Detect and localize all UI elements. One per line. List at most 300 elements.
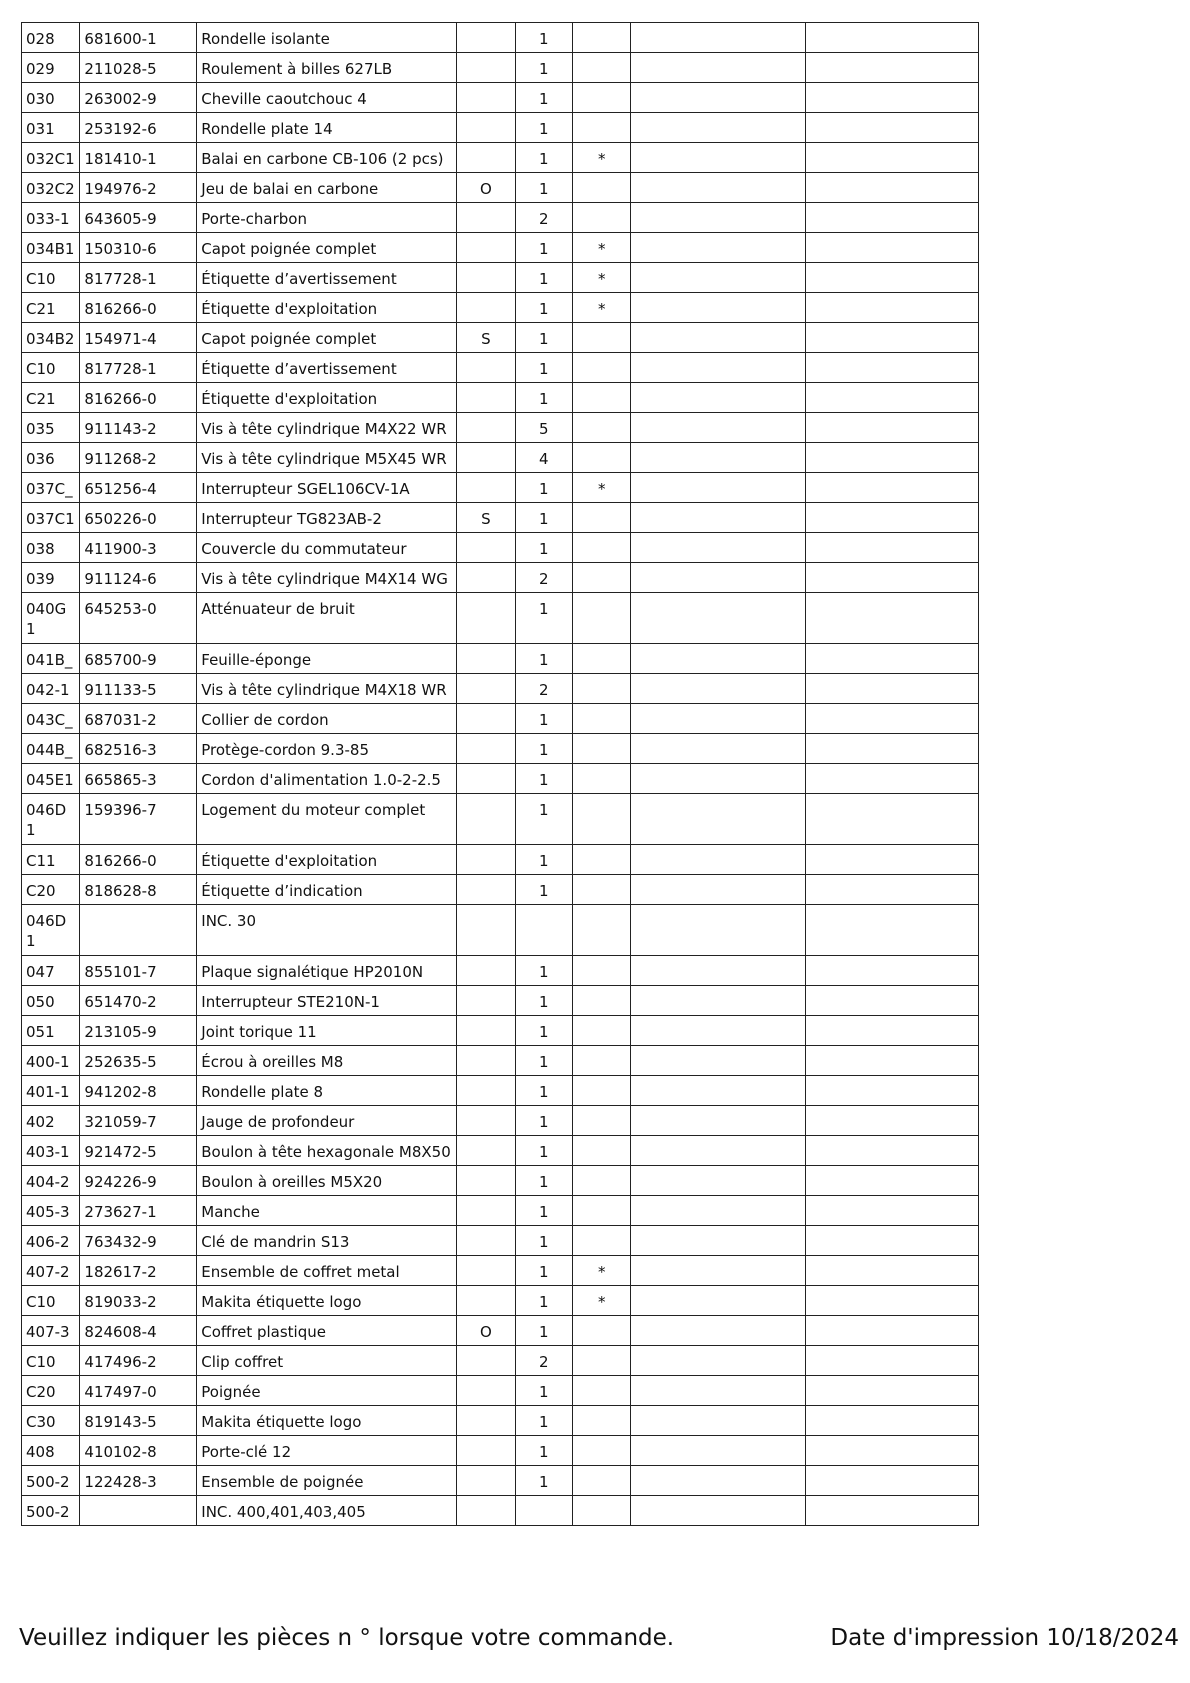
- item-number-cell: 032C2: [22, 173, 80, 203]
- item-number-cell: 029: [22, 53, 80, 83]
- table-row: [22, 1076, 979, 1106]
- part-number-cell: 687031-2: [80, 704, 197, 734]
- quantity-cell: 1: [515, 1046, 572, 1076]
- table-row: [22, 1316, 979, 1346]
- blank-cell: [631, 263, 805, 293]
- flag-cell: [572, 1346, 630, 1376]
- note-cell: [457, 986, 515, 1016]
- description-cell: Porte-charbon: [197, 203, 457, 233]
- description-cell: Cordon d'alimentation 1.0-2-2.5: [197, 764, 457, 794]
- quantity-cell: 1: [515, 1166, 572, 1196]
- blank-cell: [805, 83, 978, 113]
- blank-cell: [631, 1016, 805, 1046]
- part-number-cell: 321059-7: [80, 1106, 197, 1136]
- flag-cell: [572, 1166, 630, 1196]
- item-number-cell: C11: [22, 845, 80, 875]
- table-row: [22, 1046, 979, 1076]
- part-number-cell: 252635-5: [80, 1046, 197, 1076]
- note-cell: [457, 875, 515, 905]
- quantity-cell: 1: [515, 764, 572, 794]
- flag-cell: [572, 443, 630, 473]
- blank-cell: [631, 1166, 805, 1196]
- quantity-cell: [515, 1496, 572, 1526]
- description-cell: Interrupteur TG823AB-2: [197, 503, 457, 533]
- note-cell: [457, 734, 515, 764]
- flag-cell: [572, 1496, 630, 1526]
- blank-cell: [805, 986, 978, 1016]
- flag-cell: [572, 956, 630, 986]
- table-row: [22, 1286, 979, 1316]
- description-cell: Cheville caoutchouc 4: [197, 83, 457, 113]
- item-number-cell: C20: [22, 1376, 80, 1406]
- description-cell: Collier de cordon: [197, 704, 457, 734]
- description-cell: Écrou à oreilles M8: [197, 1046, 457, 1076]
- blank-cell: [805, 1076, 978, 1106]
- note-cell: [457, 203, 515, 233]
- blank-cell: [805, 1136, 978, 1166]
- blank-cell: [805, 503, 978, 533]
- flag-cell: [572, 83, 630, 113]
- item-number-cell: 405-3: [22, 1196, 80, 1226]
- note-cell: [457, 533, 515, 563]
- blank-cell: [805, 1226, 978, 1256]
- note-cell: S: [457, 323, 515, 353]
- quantity-cell: 1: [515, 986, 572, 1016]
- blank-cell: [805, 1256, 978, 1286]
- note-cell: [457, 1256, 515, 1286]
- note-cell: [457, 905, 515, 956]
- part-number-cell: 154971-4: [80, 323, 197, 353]
- blank-cell: [805, 905, 978, 956]
- note-cell: [457, 1496, 515, 1526]
- quantity-cell: 1: [515, 1076, 572, 1106]
- description-cell: Makita étiquette logo: [197, 1286, 457, 1316]
- note-cell: [457, 293, 515, 323]
- blank-cell: [631, 1106, 805, 1136]
- blank-cell: [631, 1136, 805, 1166]
- quantity-cell: 1: [515, 956, 572, 986]
- blank-cell: [631, 734, 805, 764]
- note-cell: [457, 845, 515, 875]
- blank-cell: [631, 113, 805, 143]
- table-row: [22, 845, 979, 875]
- blank-cell: [805, 1046, 978, 1076]
- description-cell: Jauge de profondeur: [197, 1106, 457, 1136]
- blank-cell: [631, 83, 805, 113]
- quantity-cell: 1: [515, 323, 572, 353]
- quantity-cell: 1: [515, 263, 572, 293]
- blank-cell: [631, 413, 805, 443]
- note-cell: [457, 113, 515, 143]
- table-row: [22, 383, 979, 413]
- item-number-cell: 037C1: [22, 503, 80, 533]
- blank-cell: [805, 674, 978, 704]
- blank-cell: [805, 1016, 978, 1046]
- description-cell: Protège-cordon 9.3-85: [197, 734, 457, 764]
- blank-cell: [805, 413, 978, 443]
- description-cell: Couvercle du commutateur: [197, 533, 457, 563]
- blank-cell: [631, 845, 805, 875]
- blank-cell: [805, 1376, 978, 1406]
- table-row: [22, 443, 979, 473]
- item-number-cell: 407-3: [22, 1316, 80, 1346]
- flag-cell: [572, 53, 630, 83]
- description-cell: Porte-clé 12: [197, 1436, 457, 1466]
- note-cell: O: [457, 1316, 515, 1346]
- blank-cell: [805, 443, 978, 473]
- flag-cell: [572, 353, 630, 383]
- note-cell: [457, 644, 515, 674]
- quantity-cell: [515, 905, 572, 956]
- note-cell: [457, 674, 515, 704]
- blank-cell: [805, 353, 978, 383]
- part-number-cell: 817728-1: [80, 353, 197, 383]
- blank-cell: [631, 473, 805, 503]
- part-number-cell: 817728-1: [80, 263, 197, 293]
- part-number-cell: 410102-8: [80, 1436, 197, 1466]
- quantity-cell: 1: [515, 1016, 572, 1046]
- quantity-cell: 2: [515, 674, 572, 704]
- blank-cell: [631, 593, 805, 644]
- blank-cell: [631, 563, 805, 593]
- blank-cell: [805, 794, 978, 845]
- note-cell: [457, 1466, 515, 1496]
- flag-cell: [572, 1376, 630, 1406]
- blank-cell: [631, 203, 805, 233]
- quantity-cell: 1: [515, 503, 572, 533]
- item-number-cell: 404-2: [22, 1166, 80, 1196]
- quantity-cell: 1: [515, 1436, 572, 1466]
- part-number-cell: 150310-6: [80, 233, 197, 263]
- blank-cell: [631, 293, 805, 323]
- item-number-cell: 047: [22, 956, 80, 986]
- blank-cell: [805, 563, 978, 593]
- item-number-cell: 040G 1: [22, 593, 80, 644]
- item-number-cell: C30: [22, 1406, 80, 1436]
- part-number-cell: 643605-9: [80, 203, 197, 233]
- part-number-cell: 921472-5: [80, 1136, 197, 1166]
- blank-cell: [631, 503, 805, 533]
- note-cell: [457, 1046, 515, 1076]
- blank-cell: [631, 956, 805, 986]
- description-cell: Capot poignée complet: [197, 323, 457, 353]
- flag-cell: [572, 203, 630, 233]
- blank-cell: [631, 533, 805, 563]
- part-number-cell: 911268-2: [80, 443, 197, 473]
- quantity-cell: 1: [515, 644, 572, 674]
- quantity-cell: 1: [515, 233, 572, 263]
- item-number-cell: 046D 1: [22, 905, 80, 956]
- table-row: [22, 233, 979, 263]
- flag-cell: *: [572, 473, 630, 503]
- note-cell: [457, 263, 515, 293]
- flag-cell: *: [572, 1286, 630, 1316]
- item-number-cell: 030: [22, 83, 80, 113]
- quantity-cell: 1: [515, 1466, 572, 1496]
- blank-cell: [805, 1346, 978, 1376]
- part-number-cell: 273627-1: [80, 1196, 197, 1226]
- blank-cell: [631, 875, 805, 905]
- item-number-cell: 034B2: [22, 323, 80, 353]
- order-instruction: Veuillez indiquer les pièces n ° lorsque votre commande.: [19, 1625, 675, 1651]
- description-cell: Interrupteur SGEL106CV-1A: [197, 473, 457, 503]
- blank-cell: [631, 1196, 805, 1226]
- part-number-cell: 924226-9: [80, 1166, 197, 1196]
- part-number-cell: 685700-9: [80, 644, 197, 674]
- note-cell: [457, 23, 515, 53]
- item-number-cell: 045E1: [22, 764, 80, 794]
- description-cell: Makita étiquette logo: [197, 1406, 457, 1436]
- flag-cell: [572, 1136, 630, 1166]
- quantity-cell: 1: [515, 1136, 572, 1166]
- table-row: [22, 1196, 979, 1226]
- blank-cell: [805, 956, 978, 986]
- part-number-cell: [80, 905, 197, 956]
- quantity-cell: 1: [515, 293, 572, 323]
- part-number-cell: 650226-0: [80, 503, 197, 533]
- description-cell: Vis à tête cylindrique M4X18 WR: [197, 674, 457, 704]
- item-number-cell: C10: [22, 1346, 80, 1376]
- flag-cell: [572, 563, 630, 593]
- table-row: [22, 1106, 979, 1136]
- blank-cell: [631, 1226, 805, 1256]
- quantity-cell: 1: [515, 593, 572, 644]
- item-number-cell: 401-1: [22, 1076, 80, 1106]
- flag-cell: [572, 674, 630, 704]
- quantity-cell: 1: [515, 704, 572, 734]
- description-cell: Rondelle plate 14: [197, 113, 457, 143]
- quantity-cell: 5: [515, 413, 572, 443]
- quantity-cell: 2: [515, 1346, 572, 1376]
- table-row: [22, 323, 979, 353]
- item-number-cell: 408: [22, 1436, 80, 1466]
- table-row: [22, 23, 979, 53]
- blank-cell: [805, 734, 978, 764]
- note-cell: [457, 1076, 515, 1106]
- blank-cell: [631, 1406, 805, 1436]
- blank-cell: [631, 794, 805, 845]
- blank-cell: [631, 53, 805, 83]
- description-cell: Balai en carbone CB-106 (2 pcs): [197, 143, 457, 173]
- quantity-cell: 1: [515, 875, 572, 905]
- table-row: [22, 1406, 979, 1436]
- flag-cell: [572, 905, 630, 956]
- description-cell: Vis à tête cylindrique M4X14 WG: [197, 563, 457, 593]
- description-cell: INC. 400,401,403,405: [197, 1496, 457, 1526]
- description-cell: Étiquette d’avertissement: [197, 263, 457, 293]
- flag-cell: [572, 1106, 630, 1136]
- table-row: [22, 734, 979, 764]
- description-cell: Étiquette d’avertissement: [197, 353, 457, 383]
- flag-cell: [572, 323, 630, 353]
- blank-cell: [805, 233, 978, 263]
- item-number-cell: 050: [22, 986, 80, 1016]
- flag-cell: [572, 1406, 630, 1436]
- blank-cell: [631, 1286, 805, 1316]
- flag-cell: [572, 593, 630, 644]
- table-row: [22, 413, 979, 443]
- print-date: Date d'impression 10/18/2024: [830, 1625, 1179, 1651]
- flag-cell: *: [572, 143, 630, 173]
- part-number-cell: 213105-9: [80, 1016, 197, 1046]
- note-cell: [457, 1016, 515, 1046]
- quantity-cell: 1: [515, 1196, 572, 1226]
- blank-cell: [805, 1406, 978, 1436]
- blank-cell: [805, 323, 978, 353]
- blank-cell: [631, 1256, 805, 1286]
- flag-cell: [572, 1076, 630, 1106]
- blank-cell: [631, 143, 805, 173]
- part-number-cell: 182617-2: [80, 1256, 197, 1286]
- table-row: [22, 593, 979, 644]
- blank-cell: [631, 674, 805, 704]
- flag-cell: *: [572, 263, 630, 293]
- quantity-cell: 1: [515, 1286, 572, 1316]
- table-row: [22, 473, 979, 503]
- table-row: [22, 533, 979, 563]
- blank-cell: [805, 644, 978, 674]
- note-cell: O: [457, 173, 515, 203]
- blank-cell: [631, 443, 805, 473]
- part-number-cell: 417496-2: [80, 1346, 197, 1376]
- description-cell: Poignée: [197, 1376, 457, 1406]
- description-cell: Étiquette d'exploitation: [197, 383, 457, 413]
- note-cell: [457, 593, 515, 644]
- note-cell: [457, 1136, 515, 1166]
- item-number-cell: 403-1: [22, 1136, 80, 1166]
- item-number-cell: 046D 1: [22, 794, 80, 845]
- blank-cell: [805, 383, 978, 413]
- table-row: [22, 905, 979, 956]
- description-cell: Joint torique 11: [197, 1016, 457, 1046]
- table-row: [22, 293, 979, 323]
- part-number-cell: 211028-5: [80, 53, 197, 83]
- flag-cell: [572, 734, 630, 764]
- item-number-cell: 043C_: [22, 704, 80, 734]
- description-cell: Étiquette d’indication: [197, 875, 457, 905]
- table-row: [22, 53, 979, 83]
- note-cell: [457, 1286, 515, 1316]
- table-row: [22, 764, 979, 794]
- flag-cell: [572, 1466, 630, 1496]
- flag-cell: [572, 383, 630, 413]
- note-cell: [457, 353, 515, 383]
- note-cell: [457, 1346, 515, 1376]
- note-cell: [457, 233, 515, 263]
- quantity-cell: 1: [515, 794, 572, 845]
- quantity-cell: 2: [515, 203, 572, 233]
- blank-cell: [631, 1376, 805, 1406]
- quantity-cell: 1: [515, 353, 572, 383]
- blank-cell: [631, 704, 805, 734]
- description-cell: Clip coffret: [197, 1346, 457, 1376]
- part-number-cell: 911143-2: [80, 413, 197, 443]
- flag-cell: [572, 1196, 630, 1226]
- note-cell: [457, 1196, 515, 1226]
- part-number-cell: 194976-2: [80, 173, 197, 203]
- note-cell: [457, 956, 515, 986]
- description-cell: Ensemble de coffret metal: [197, 1256, 457, 1286]
- item-number-cell: C21: [22, 383, 80, 413]
- note-cell: [457, 794, 515, 845]
- blank-cell: [631, 1466, 805, 1496]
- quantity-cell: 1: [515, 734, 572, 764]
- item-number-cell: 400-1: [22, 1046, 80, 1076]
- blank-cell: [631, 1496, 805, 1526]
- item-number-cell: 035: [22, 413, 80, 443]
- note-cell: [457, 443, 515, 473]
- blank-cell: [805, 1166, 978, 1196]
- item-number-cell: C20: [22, 875, 80, 905]
- table-row: [22, 1436, 979, 1466]
- flag-cell: [572, 875, 630, 905]
- quantity-cell: 1: [515, 1316, 572, 1346]
- blank-cell: [631, 905, 805, 956]
- part-number-cell: 645253-0: [80, 593, 197, 644]
- blank-cell: [805, 1496, 978, 1526]
- part-number-cell: 665865-3: [80, 764, 197, 794]
- item-number-cell: C10: [22, 263, 80, 293]
- table-row: [22, 503, 979, 533]
- note-cell: [457, 53, 515, 83]
- parts-table: [21, 22, 979, 1526]
- description-cell: Manche: [197, 1196, 457, 1226]
- flag-cell: [572, 173, 630, 203]
- item-number-cell: 036: [22, 443, 80, 473]
- blank-cell: [805, 1286, 978, 1316]
- part-number-cell: 159396-7: [80, 794, 197, 845]
- item-number-cell: 041B_: [22, 644, 80, 674]
- quantity-cell: 1: [515, 1376, 572, 1406]
- table-row: [22, 1256, 979, 1286]
- part-number-cell: 941202-8: [80, 1076, 197, 1106]
- blank-cell: [805, 473, 978, 503]
- parts-table-body: [22, 23, 979, 1526]
- item-number-cell: 033-1: [22, 203, 80, 233]
- flag-cell: [572, 1016, 630, 1046]
- item-number-cell: 038: [22, 533, 80, 563]
- blank-cell: [805, 533, 978, 563]
- description-cell: Rondelle isolante: [197, 23, 457, 53]
- blank-cell: [805, 293, 978, 323]
- part-number-cell: 855101-7: [80, 956, 197, 986]
- quantity-cell: 1: [515, 383, 572, 413]
- quantity-cell: 1: [515, 173, 572, 203]
- blank-cell: [805, 1316, 978, 1346]
- note-cell: S: [457, 503, 515, 533]
- blank-cell: [631, 764, 805, 794]
- item-number-cell: 044B_: [22, 734, 80, 764]
- blank-cell: [631, 1436, 805, 1466]
- note-cell: [457, 1106, 515, 1136]
- quantity-cell: 1: [515, 1106, 572, 1136]
- description-cell: Logement du moteur complet: [197, 794, 457, 845]
- part-number-cell: 682516-3: [80, 734, 197, 764]
- item-number-cell: 500-2: [22, 1466, 80, 1496]
- part-number-cell: 819143-5: [80, 1406, 197, 1436]
- blank-cell: [805, 875, 978, 905]
- table-row: [22, 1166, 979, 1196]
- item-number-cell: C10: [22, 353, 80, 383]
- table-row: [22, 794, 979, 845]
- blank-cell: [805, 113, 978, 143]
- note-cell: [457, 83, 515, 113]
- flag-cell: *: [572, 1256, 630, 1286]
- table-row: [22, 986, 979, 1016]
- blank-cell: [805, 704, 978, 734]
- table-row: [22, 143, 979, 173]
- description-cell: Clé de mandrin S13: [197, 1226, 457, 1256]
